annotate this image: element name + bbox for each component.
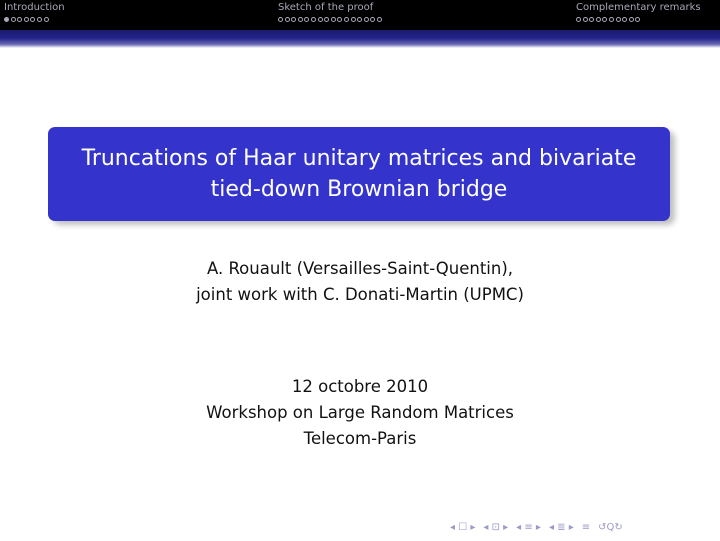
author-line-2: joint work with C. Donati-Martin (UPMC) xyxy=(196,285,524,304)
section-navbar xyxy=(0,0,720,30)
author-block xyxy=(0,256,720,308)
section-nav-icon[interactable]: ◂ ≡ ▸ xyxy=(516,522,541,533)
nav-frame-dot[interactable] xyxy=(278,17,283,22)
nav-frame-dot[interactable] xyxy=(616,17,621,22)
nav-frame-dot[interactable] xyxy=(357,17,362,22)
nav-frame-dot[interactable] xyxy=(622,17,627,22)
nav-frame-dot[interactable] xyxy=(576,17,581,22)
nav-frame-dot[interactable] xyxy=(291,17,296,22)
navbar-gradient-band xyxy=(0,30,720,48)
author-line-1: A. Rouault (Versailles-Saint-Quentin), xyxy=(206,259,514,278)
nav-frame-dot[interactable] xyxy=(364,17,369,22)
nav-section-label: Complementary remarks xyxy=(576,2,701,13)
nav-frame-dot[interactable] xyxy=(583,17,588,22)
nav-section-introduction[interactable] xyxy=(4,2,65,28)
nav-frame-dot[interactable] xyxy=(331,17,336,22)
nav-section-complementary-remarks[interactable] xyxy=(576,2,701,28)
nav-frame-dot[interactable] xyxy=(370,17,375,22)
document-nav-icon[interactable]: ≡ xyxy=(581,522,591,533)
nav-frame-dot[interactable] xyxy=(596,17,601,22)
frame-nav-icon[interactable]: ◂ ☐ ▸ xyxy=(450,522,476,533)
event-block xyxy=(0,374,720,452)
nav-frame-dots xyxy=(576,17,701,22)
nav-frame-dot[interactable] xyxy=(30,17,35,22)
nav-section-sketch-of-the-proof[interactable] xyxy=(278,2,384,28)
nav-frame-dot[interactable] xyxy=(37,17,42,22)
nav-frame-dot[interactable] xyxy=(589,17,594,22)
nav-frame-dot[interactable] xyxy=(377,17,382,22)
nav-frame-dot[interactable] xyxy=(17,17,22,22)
nav-frame-dot[interactable] xyxy=(609,17,614,22)
nav-section-label: Introduction xyxy=(4,2,65,13)
nav-frame-dot[interactable] xyxy=(285,17,290,22)
nav-frame-dot[interactable] xyxy=(337,17,342,22)
title-line-2: tied-down Brownian bridge xyxy=(210,177,508,202)
nav-frame-dot[interactable] xyxy=(24,17,29,22)
event-text: Workshop on Large Random Matrices xyxy=(206,403,514,422)
search-nav-icon[interactable]: ↺Q↻ xyxy=(598,522,623,533)
nav-frame-dot[interactable] xyxy=(351,17,356,22)
nav-frame-dot[interactable] xyxy=(311,17,316,22)
nav-frame-dot[interactable] xyxy=(324,17,329,22)
slide-title xyxy=(82,143,637,205)
venue-text: Telecom-Paris xyxy=(303,429,417,448)
nav-frame-dot[interactable] xyxy=(629,17,634,22)
nav-frame-dot[interactable] xyxy=(304,17,309,22)
nav-frame-dot[interactable] xyxy=(602,17,607,22)
subsection-forward-nav-icon[interactable]: ◂ ≣ ▸ xyxy=(548,522,574,533)
nav-frame-dot[interactable] xyxy=(44,17,49,22)
subsection-nav-icon[interactable]: ◂ ⊡ ▸ xyxy=(483,522,509,533)
nav-frame-dots xyxy=(4,17,65,22)
nav-frame-dot[interactable] xyxy=(635,17,640,22)
title-line-1: Truncations of Haar unitary matrices and bivariate xyxy=(81,146,637,171)
date-text: 12 octobre 2010 xyxy=(291,377,429,396)
nav-frame-dot[interactable] xyxy=(298,17,303,22)
nav-section-label: Sketch of the proof xyxy=(278,2,374,13)
title-block xyxy=(48,127,670,221)
nav-frame-dots xyxy=(278,17,384,22)
nav-frame-dot[interactable] xyxy=(318,17,323,22)
beamer-navigation-symbols xyxy=(450,521,625,535)
nav-frame-dot[interactable] xyxy=(344,17,349,22)
nav-frame-dot[interactable] xyxy=(11,17,16,22)
nav-frame-dot[interactable] xyxy=(4,17,9,22)
